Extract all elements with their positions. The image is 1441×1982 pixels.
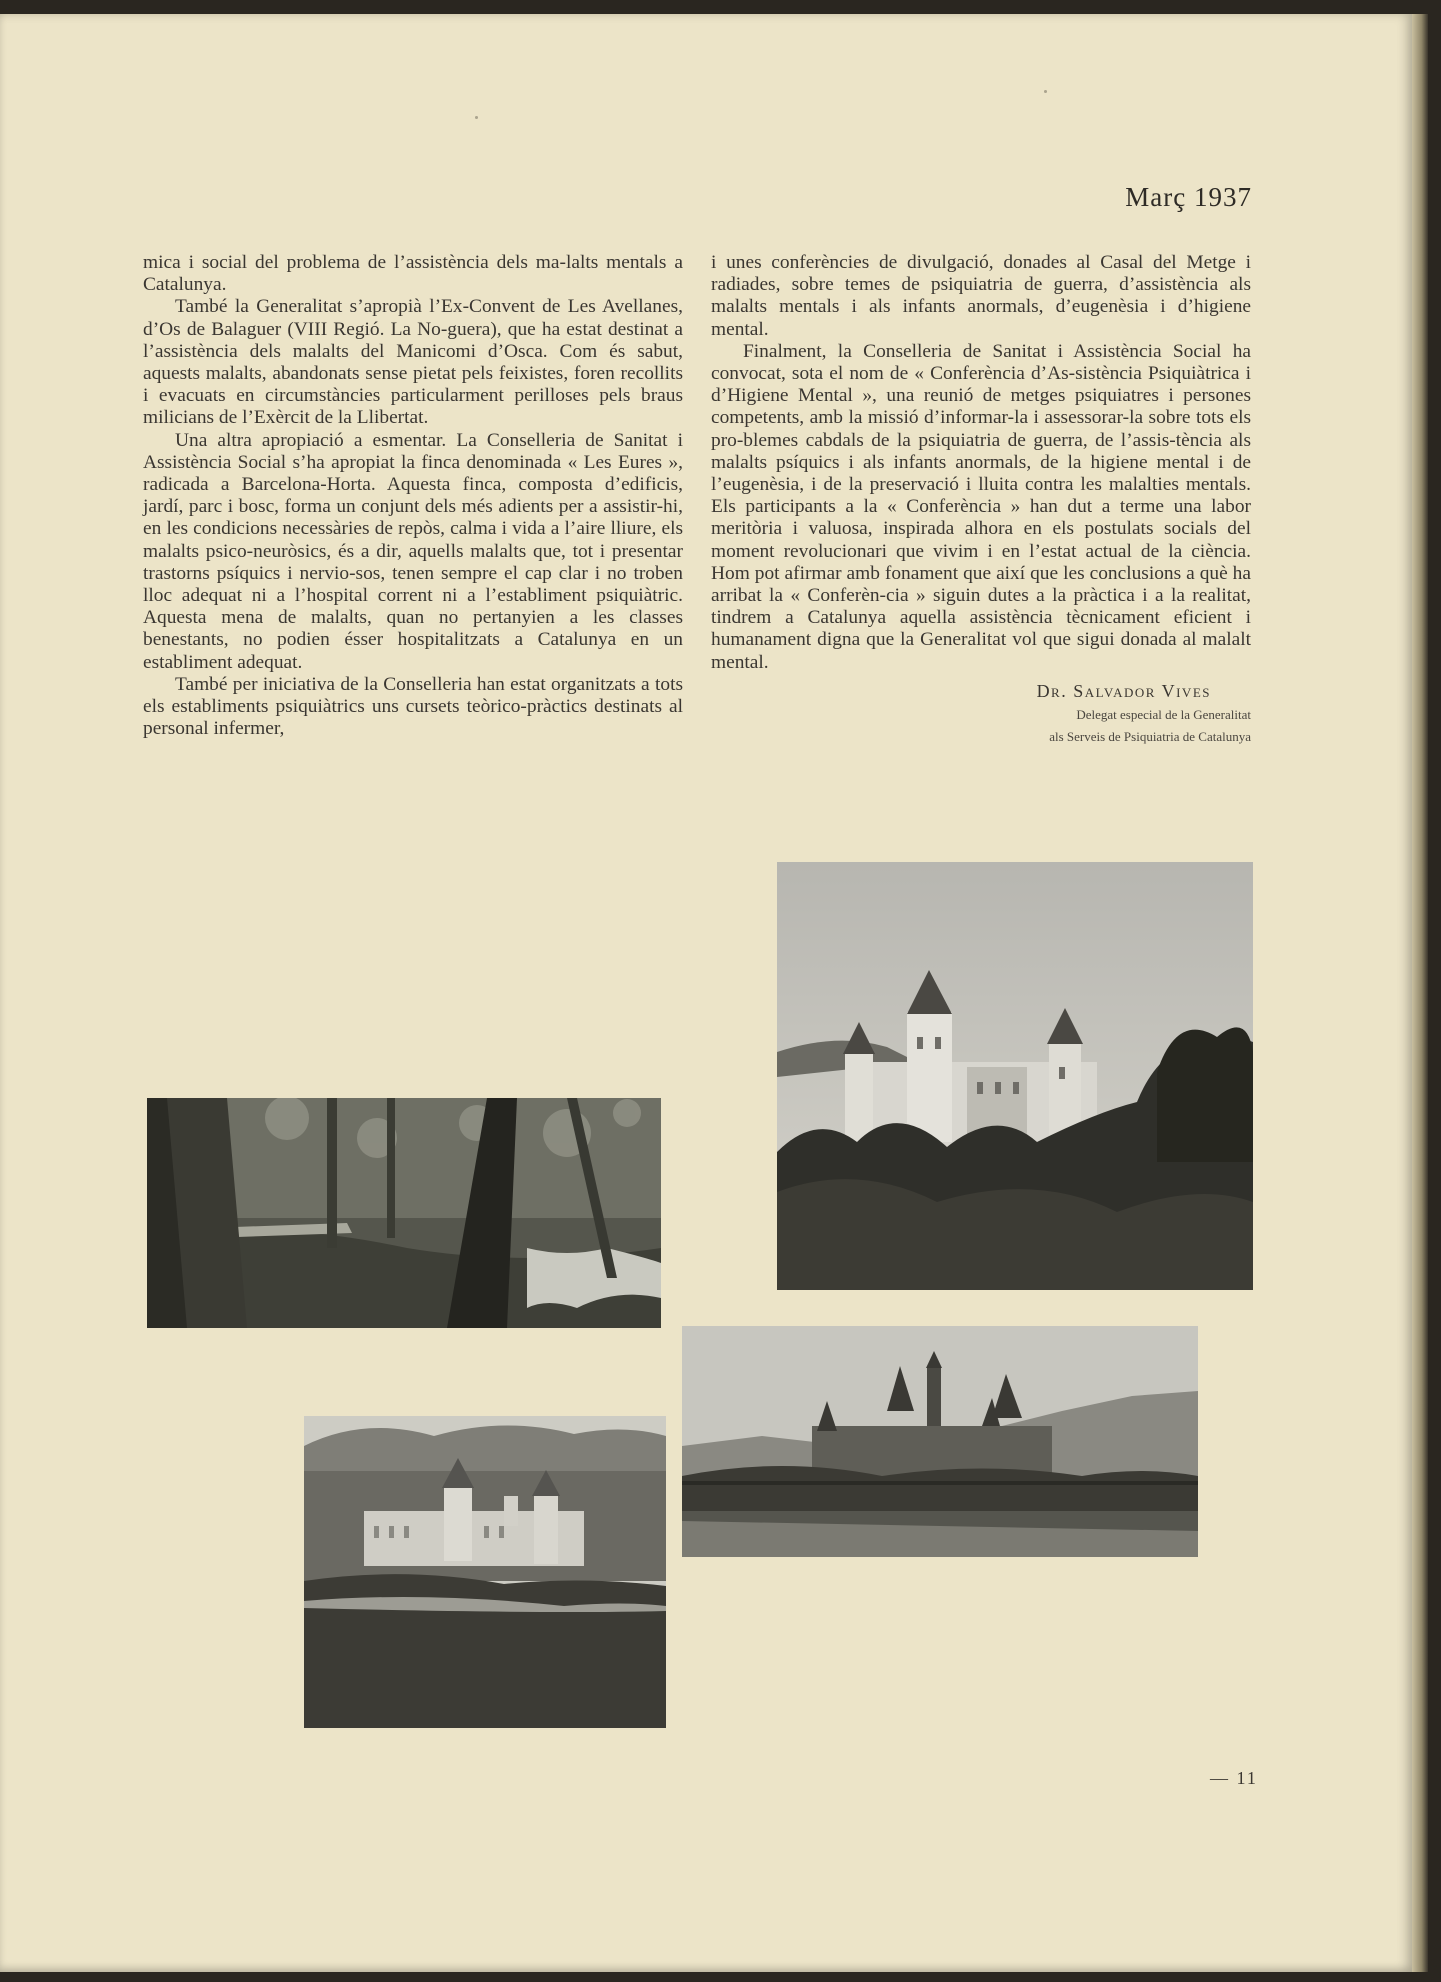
- paragraph: També la Generalitat s’apropià l’Ex-Convent de Les Avellanes, d’Os de Balaguer (VIII Regió. La No-guera), que ha estat destinat a l’assistència dels malalts del Manicomi d’Osca. Com és sabut, aquests malalts, abandonats sense pietat pels feixistes, foren recollits i evacuats en circumstàncies particularment perilloses pels braus milicians de l’Exèrcit de la Llibertat.: [143, 296, 683, 429]
- paragraph: Una altra apropiació a esmentar. La Conselleria de Sanitat i Assistència Social s’ha apropiat la finca denominada « Les Eures », radicada a Barcelona-Horta. Aquesta finca, composta d’edificis, jardí, parc i bosc, forma un conjunt dels més adients per a assistir-hi, en les condicions necessàries de repòs, calma i vida a l’aire lliure, els malalts psico-neuròsics, és a dir, aquells malalts que, tot i presentar trastorns psíquics i nervio-sos, tenen sempre el cap clar i no troben lloc adequat ni a l’hospital corrent ni a l’establiment psiquiàtric. Aquesta mena de malalts, quan no pertanyien a les classes benestants, no podien ésser hospitalitzats a Catalunya en un establiment adequat.: [143, 429, 683, 673]
- paragraph: i unes conferències de divulgació, donades al Casal del Metge i radiades, sobre temes de psiquiatria de guerra, d’assistència als malalts mentals i als infants anormals, d’eugenèsia i d’higiene mental.: [711, 252, 1251, 340]
- paragraph: Finalment, la Conselleria de Sanitat i Assistència Social ha convocat, sota el nom de « Conferència d’As-sistència Psiquiàtrica i d’Higiene Mental », una reunió de metges psiquiatres i persones competents, amb la missió d’informar-la i assessorar-la sobre tots els pro-blemes cabdals de la psiquiatria de guerra, de l’assis-tència als malalts psíquics i als infants anormals, de la higiene mental i de l’eugenèsia, i de la preservació i lluita contra les malalties mentals. Els participants a la « Conferència » han dut a terme una labor meritòria i valuosa, inspirada alhora en els postulats socials del moment revolucionari que vivim i en l’estat actual de la ciència. Hom pot afirmar amb fonament que així que les conclusions a què ha arribat la « Conferèn-cia » siguin dutes a la pràctica i a la realitat, tindrem a Catalunya aquella assistència tècnicament eficient i humanament digna que la Generalitat vol que sigui donada al malalt mental.: [711, 340, 1251, 673]
- paragraph: mica i social del problema de l’assistència dels ma-lalts mentals a Catalunya.: [143, 252, 683, 296]
- photo-forest-stream: [147, 1098, 661, 1328]
- paper-speck: [475, 116, 478, 119]
- issue-date: Març 1937: [1125, 182, 1252, 212]
- page-edge: [1412, 14, 1428, 1972]
- photo-castle-tall: [777, 862, 1253, 1290]
- paper-speck: [1044, 90, 1047, 93]
- author-role-line1: Delegat especial de la Generalitat: [1076, 707, 1251, 723]
- photo-castle-lake: [682, 1326, 1198, 1557]
- left-column: [143, 252, 683, 740]
- photo-estate-valley: [304, 1416, 666, 1728]
- page-number: — 11: [1210, 1768, 1258, 1788]
- author-role-line2: als Serveis de Psiquiatria de Catalunya: [1049, 729, 1251, 745]
- magazine-page: [0, 14, 1412, 1972]
- author-name: Dr. Salvador Vives: [1036, 680, 1211, 701]
- signature-block: [711, 680, 1251, 746]
- paragraph: També per iniciativa de la Conselleria han estat organitzats a tots els establiments psiquiàtrics uns cursets teòrico-pràctics destinats al personal infermer,: [143, 673, 683, 740]
- right-column: [711, 252, 1251, 746]
